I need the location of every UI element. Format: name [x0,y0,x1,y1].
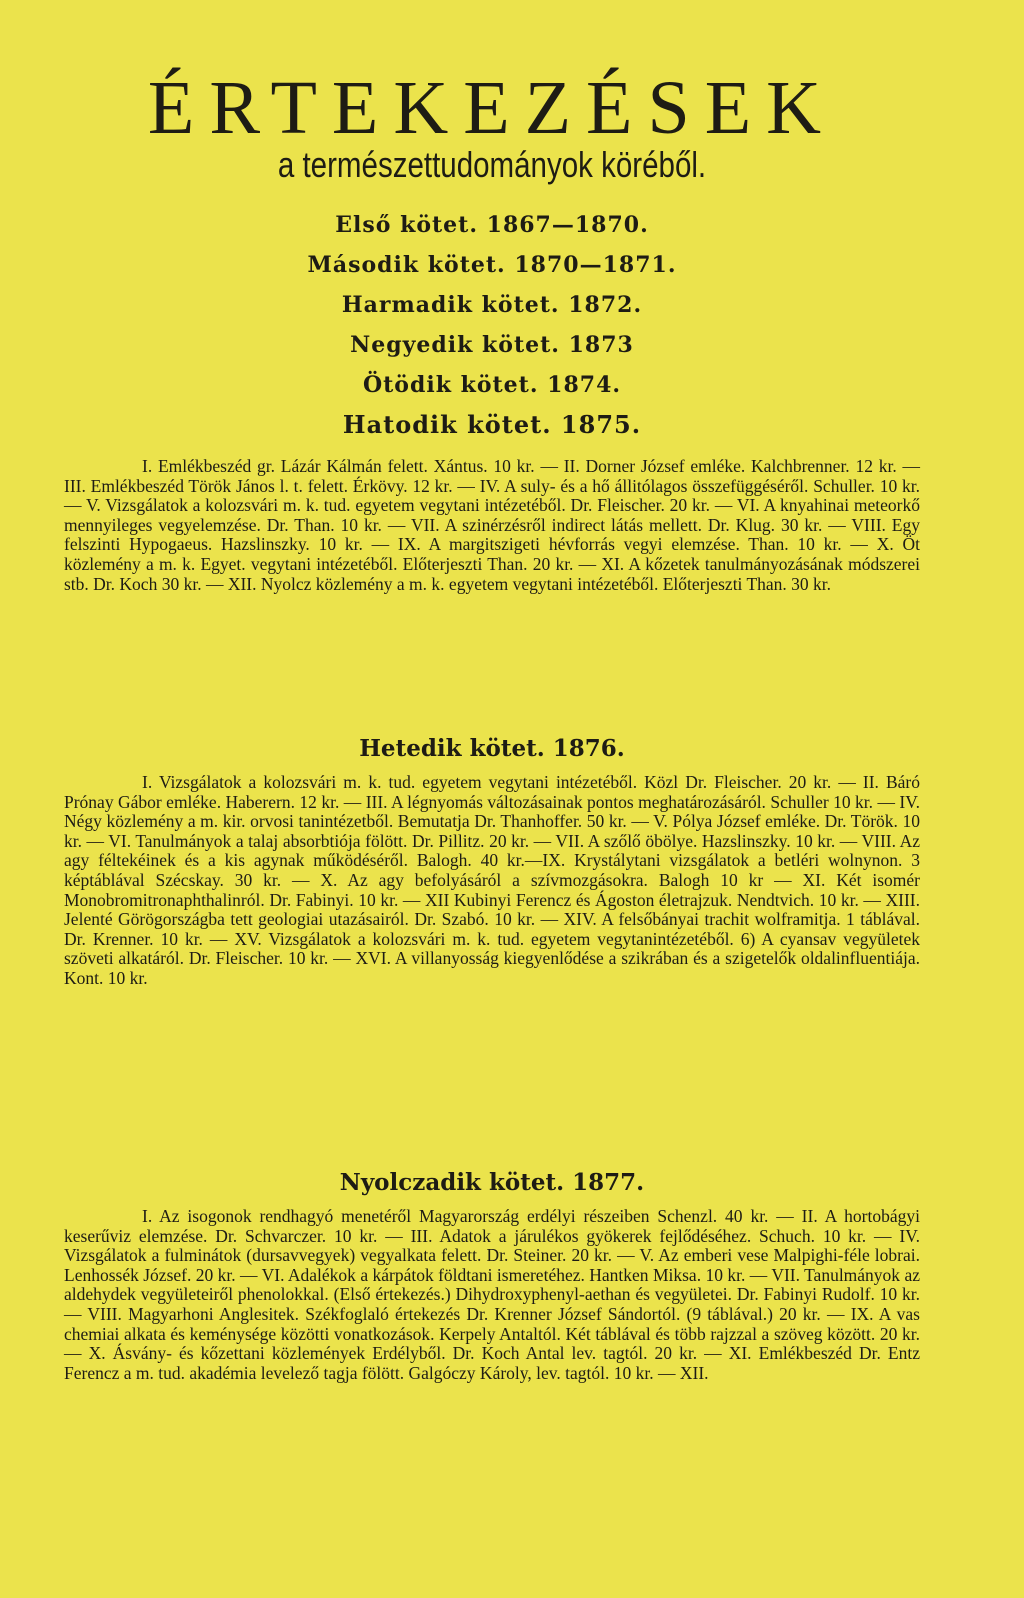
page [64,0,920,1598]
volume-2: Második kötet. 1870—1871. [307,252,677,278]
volume-list [64,205,920,445]
section-nyolczadik-text: I. Az isogonok rendhagyó menetéről Magyarország erdélyi részeiben Schenzl. 40 kr. — II. A hortobágyi keserűviz elemzése. Dr. Schvarczer. 10 kr. — III. Adatok a járulékos gyökerek fejlődéséhez. Schuch. 10 kr. — IV. Vizsgálatok a fulminátok (dursavvegyek) vegyalkata felett. Dr. Steiner. 20 kr. — V. Az emberi vese Malpighi-féle lobrai. Lenhossék József. 20 kr. — VI. Adalékok a kárpátok földtani ismeretéhez. Hantken Miksa. 10 kr. — VII. Tanulmányok az aldehydek vegyületeiről phenolokkal. (Első értekezés.) Dihydroxyphenyl-aethan és vegyületei. Dr. Fabinyi Rudolf. 10 kr. — VIII. Magyarhoni Anglesitek. Székfoglaló értekezés Dr. Krenner József Sándortól. (9 táblával.) 20 kr. — IX. A vas chemiai alkata és keménysége közötti vonatkozások. Kerpely Antaltól. Két táblával és több rajzzal a szöveg között. 20 kr. — X. Ásvány- és kőzettani közlemények Erdélyből. Dr. Koch Antal lev. tagtól. 20 kr. — XI. Emlékbeszéd Dr. Entz Ferencz a m. tud. akadémia levelező tagja fölött. Galgóczy Károly, lev. tagtól. 10 kr. — XII. [64,1206,920,1383]
section-nyolczadik-heading: Nyolczadik kötet. 1877. [339,1169,645,1196]
volume-5: Ötödik kötet. 1874. [362,372,622,398]
section-nyolczadik [64,1207,920,1383]
page-subtitle: a természettudományok köréből. [277,144,707,185]
section-hetedik [64,773,920,989]
section-hatodik-text: I. Emlékbeszéd gr. Lázár Kálmán felett. Xántus. 10 kr. — II. Dorner József emléke. Kalchbrenner. 12 kr. — III. Emlékbeszéd Török János l. t. felett. Érkövy. 12 kr. — IV. A suly- és a hő állitólagos összefüggéséről. Schuller. 10 kr. — V. Vizsgálatok a kolozsvári m. k. tud. egyetem vegytani intézetéből. Dr. Fleischer. 20 kr. — VI. A knyahinai meteorkő mennyileges vegyelemzése. Dr. Than. 10 kr. — VII. A szinérzésről indirect látás mellett. Dr. Klug. 30 kr. — VIII. Egy felszinti Hypogaeus. Hazslinszky. 10 kr. — IX. A margitszigeti hévforrás vegyi elemzése. Than. 10 kr. — X. Öt közlemény a m. k. Egyet. vegytani intézetéből. Előterjeszti Than. 20 kr. — XI. A kőzetek tanulmányozásának módszerei stb. Dr. Koch 30 kr. — XII. Nyolcz közlemény a m. k. egyetem vegytani intézetéből. Előterjeszti Than. 30 kr. [64,456,920,594]
page-title: ÉRTEKEZÉSEK [147,66,837,150]
section-hatodik [64,457,920,594]
volume-6: Hatodik kötet. 1875. [342,410,642,439]
volume-3: Harmadik kötet. 1872. [341,292,643,318]
section-hetedik-text: I. Vizsgálatok a kolozsvári m. k. tud. egyetem vegytani intézetéből. Közl Dr. Fleischer. 20 kr. — II. Báró Prónay Gábor emléke. Haberern. 12 kr. — III. A légnyomás változásainak pontos meghatározásáról. Schuller 10 kr. — IV. Négy közlemény a m. kir. orvosi tanintézetből. Bemutatja Dr. Thanhoffer. 50 kr. — V. Pólya József emléke. Dr. Török. 10 kr. — VI. Tanulmányok a talaj absorbtiója fölött. Dr. Pillitz. 20 kr. — VII. A szőlő öbölye. Hazslinszky. 10 kr. — VIII. Az agy féltekéinek és a kis agynak működéséről. Balogh. 40 kr.—IX. Krystálytani vizsgálatok a betléri wolnynon. 3 képtáblával Szécskay. 30 kr. — X. Az agy befolyásáról a szívmozgásokra. Balogh 10 kr — XI. Két isomér Monobromitronaphthalinról. Dr. Fabinyi. 10 kr. — XII Kubinyi Ferencz és Ágoston életrajzuk. Nendtvich. 10 kr. — XIII. Jelenté Görögországba tett geologiai utazásairól. Dr. Szabó. 10 kr. — XIV. A felsőbányai trachit wolframitja. 1 táblával. Dr. Krenner. 10 kr. — XV. Vizsgálatok a kolozsvári m. k. tud. egyetem vegytanintézetéből. 6) A cyansav vegyületek szöveti alkatáról. Dr. Fleischer. 10 kr. — XVI. A villanyosság kiegyenlődése a szikrában és a szigetelők oldalinfluentiája. Kont. 10 kr. [64,772,920,988]
volume-4: Negyedik kötet. 1873 [350,332,634,358]
volume-1: Első kötet. 1867—1870. [335,212,649,238]
section-hetedik-heading: Hetedik kötet. 1876. [359,735,625,762]
